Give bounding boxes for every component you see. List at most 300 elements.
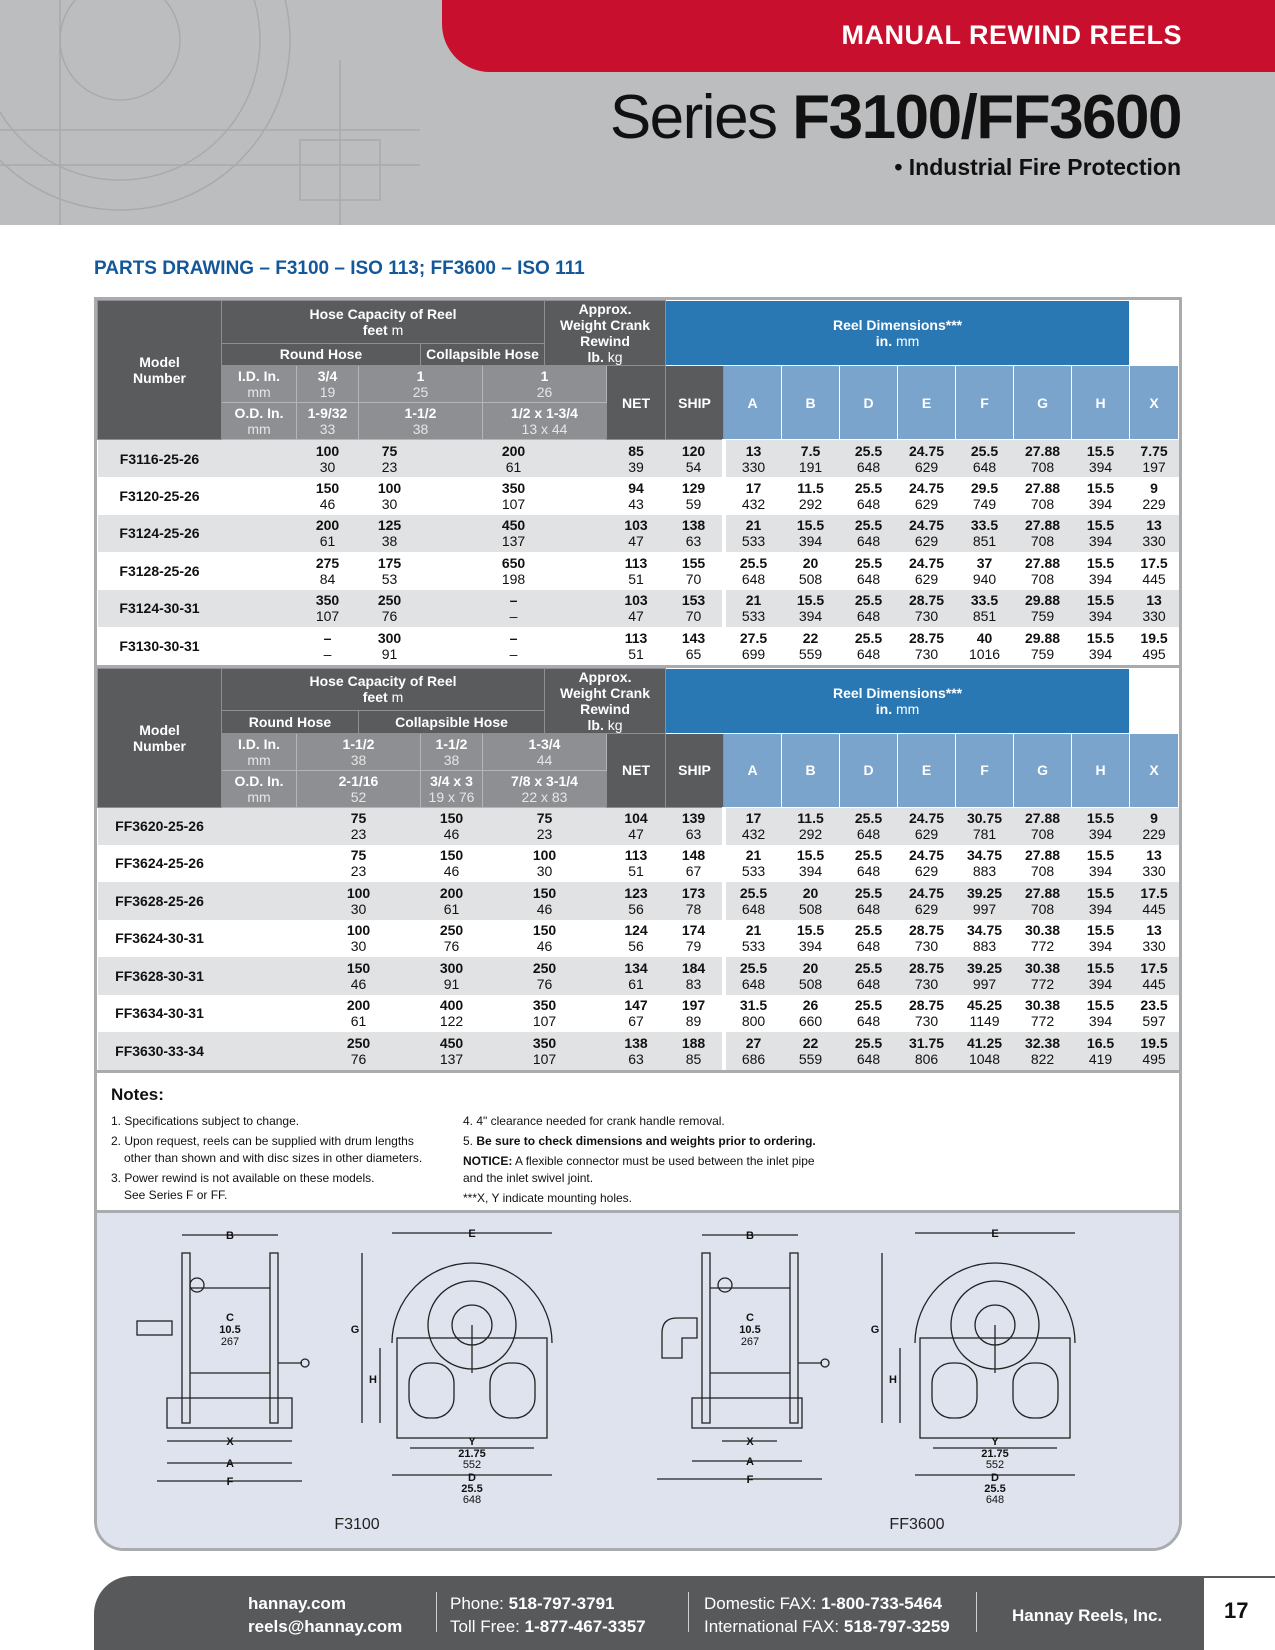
dimension-cell: 24.75 629 [898,552,956,590]
model-number: F3124-30-31 [98,590,222,628]
capacity-cell: 175 53 [359,552,421,590]
reel-drawings [97,1213,1179,1548]
capacity-cell: 150 46 [421,807,483,845]
dimension-cell: 25.5 648 [724,552,782,590]
id-header: I.D. In. mm [222,733,297,770]
page-number-box [1204,1576,1275,1650]
dimension-cell: 7.75 197 [1130,440,1179,478]
id-value: 1 26 [483,366,607,403]
table-row [98,845,1179,883]
dim-header-a: A [724,733,782,807]
table-row [98,440,1179,478]
dim-header-b: B [782,366,840,440]
footer-divider [436,1592,437,1632]
dimension-cell: 13 330 [1130,590,1179,628]
dimension-cell: 13 330 [724,440,782,478]
od-value: 1-1/2 38 [359,403,483,440]
mounting-note: ***X, Y indicate mounting holes. [463,1190,633,1205]
model-number: F3130-30-31 [98,627,222,665]
capacity-cell: 75 23 [297,807,421,845]
dimension-cell: 24.75 629 [898,440,956,478]
table-row [98,1032,1179,1070]
dim-header-x: X [1130,733,1179,807]
note-5-text: Be sure to check dimensions and weights prior to ordering. [476,1133,816,1148]
table-row [98,957,1179,995]
series-subtitle: • Industrial Fire Protection [894,154,1181,180]
dimension-cell: 15.5 394 [1072,807,1130,845]
dimension-cell: 23.5 597 [1130,995,1179,1033]
note-2: 2. Upon request, reels can be supplied with drum lengths other than shown and with disc sizes in other diameters. [111,1133,423,1165]
weight-cell: 123 56 [607,882,666,920]
dim-header-e: E [898,733,956,807]
dimension-cell: 15.5 394 [1072,627,1130,665]
dimension-cell: 15.5 394 [1072,995,1130,1033]
footer-divider [976,1592,977,1632]
weight-cell: 173 78 [666,882,724,920]
series-word: Series [609,83,777,152]
section-title: PARTS DRAWING – F3100 – ISO 113; FF3600 – ISO 111 [94,258,585,279]
f-label-f: F [226,1475,234,1488]
capacity-cell: 250 76 [483,957,607,995]
dimension-cell: 25.5 648 [956,440,1014,478]
capacity-cell: 400 122 [421,995,483,1033]
weight-cell: 188 85 [666,1032,724,1070]
notice [463,1153,823,1187]
dimension-cell: 15.5 394 [1072,440,1130,478]
website-link[interactable]: hannay.com [248,1594,346,1613]
dim-header-a: A [724,366,782,440]
dimension-cell: 32.38 822 [1014,1032,1072,1070]
dimension-cell: 27.88 708 [1014,807,1072,845]
ff3600-front-view [882,1233,1075,1475]
capacity-cell: 200 61 [421,440,607,478]
company-name: Hannay Reels, Inc. [1012,1606,1163,1625]
dimension-cell: 25.5 648 [840,515,898,553]
dimension-cell: 15.5 394 [782,920,840,958]
dimension-cell: 11.5 292 [782,807,840,845]
ff-label-h: H [889,1373,897,1386]
dimension-cell: 15.5 394 [1072,590,1130,628]
dimension-cell: 15.5 394 [782,515,840,553]
capacity-cell: 150 46 [483,882,607,920]
model-number: FF3624-30-31 [98,920,222,958]
dimension-cell: 29.88 759 [1014,627,1072,665]
dimension-cell: 9 229 [1130,477,1179,515]
dimension-cell: 45.25 1149 [956,995,1014,1033]
ff-label-c-mm: 267 [740,1335,760,1348]
weight-header: Approx. Weight Crank Rewind lb. kg [545,301,666,366]
f-label-y-mm: 552 [462,1458,482,1471]
notes-column-right [463,1113,823,1210]
ship-header: SHIP [666,733,724,807]
dimension-cell: 25.5 648 [840,807,898,845]
page-header [0,0,1275,225]
dimension-cell: 15.5 394 [782,590,840,628]
spec-tables [97,300,1179,1070]
capacity-cell: 450 137 [421,515,607,553]
capacity-cell: 650 198 [421,552,607,590]
net-header: NET [607,733,666,807]
dimension-cell: 21 533 [724,590,782,628]
ff-label-d-mm: 648 [985,1493,1005,1506]
capacity-cell: – – [297,627,359,665]
dimension-cell: 24.75 629 [898,807,956,845]
ifax-number: 518-797-3259 [843,1617,950,1636]
capacity-cell: 350 107 [483,1032,607,1070]
f-label-g: G [350,1323,360,1336]
dimension-cell: 15.5 394 [1072,845,1130,883]
collapsible-hose-header: Collapsible Hose [359,711,545,733]
capacity-cell: 100 30 [359,477,421,515]
ff-label-f: F [746,1473,754,1486]
round-hose-header: Round Hose [222,711,359,733]
ff-label-g: G [870,1323,880,1336]
spec-frame [94,297,1182,1551]
capacity-cell: 100 30 [297,440,359,478]
dimension-cell: 19.5 495 [1130,1032,1179,1070]
dimension-cell: 30.75 781 [956,807,1014,845]
dim-header-d: D [840,366,898,440]
dimension-cell: 26 660 [782,995,840,1033]
table-row [98,920,1179,958]
banner-text: MANUAL REWIND REELS [841,20,1182,50]
dimension-cell: 25.5 648 [840,995,898,1033]
ifax-label: International FAX: [704,1617,844,1636]
background-reel-art [0,0,460,225]
weight-cell: 120 54 [666,440,724,478]
weight-header: Approx. Weight Crank Rewind lb. kg [545,668,666,733]
dimension-cell: 15.5 394 [1072,552,1130,590]
dimension-cell: 30.38 772 [1014,995,1072,1033]
dimension-cell: 25.5 648 [840,920,898,958]
weight-cell: 85 39 [607,440,666,478]
reel-dimensions-header: Reel Dimensions*** in. mm [666,668,1130,733]
id-value: 1-1/2 38 [297,733,421,770]
dimension-cell: 39.25 997 [956,957,1014,995]
id-value: 1 25 [359,366,483,403]
f3100-front-view [362,1233,552,1475]
ff-label-e: E [991,1227,999,1240]
dimension-cell: 30.38 772 [1014,957,1072,995]
table-row [98,590,1179,628]
f-label-y: Y [468,1435,476,1448]
weight-cell: 103 47 [607,590,666,628]
dimension-cell: 15.5 394 [1072,882,1130,920]
weight-cell: 184 83 [666,957,724,995]
weight-cell: 129 59 [666,477,724,515]
model-number: F3120-25-26 [98,477,222,515]
dimension-cell: 27 686 [724,1032,782,1070]
dimension-cell: 37 940 [956,552,1014,590]
dimension-cell: 24.75 629 [898,477,956,515]
dim-header-b: B [782,733,840,807]
model-number: FF3624-25-26 [98,845,222,883]
ff3600-side-view [657,1235,829,1479]
dimension-cell: 15.5 394 [1072,957,1130,995]
dfax-label: Domestic FAX: [704,1594,822,1613]
dimension-cell: 19.5 495 [1130,627,1179,665]
dimension-cell: 24.75 629 [898,845,956,883]
capacity-cell: 100 30 [297,882,421,920]
series-title [610,82,1181,153]
dimension-cell: 21 533 [724,920,782,958]
weight-cell: 104 47 [607,807,666,845]
footer-divider [688,1592,689,1632]
dimension-cell: 25.5 648 [840,882,898,920]
weight-cell: 103 47 [607,515,666,553]
dimension-cell: 7.5 191 [782,440,840,478]
capacity-cell: 350 107 [421,477,607,515]
weight-cell: 124 56 [607,920,666,958]
f-label-y-in: 21.75 [458,1447,486,1460]
footer-web [248,1592,402,1638]
dfax-number: 1-800-733-5464 [821,1594,943,1613]
dimension-cell: 25.5 648 [724,957,782,995]
dimension-cell: 25.5 648 [840,477,898,515]
dimension-cell: 28.75 730 [898,957,956,995]
dimension-cell: 30.38 772 [1014,920,1072,958]
f-label-h: H [369,1373,377,1386]
capacity-cell: – – [421,590,607,628]
table-row [98,882,1179,920]
weight-cell: 113 51 [607,627,666,665]
od-value: 7/8 x 3-1/4 22 x 83 [483,770,607,807]
ff-label-d-in: 25.5 [984,1482,1006,1495]
dimension-cell: 20 508 [782,882,840,920]
dim-header-e: E [898,366,956,440]
dimension-cell: 13 330 [1130,515,1179,553]
dim-header-h: H [1072,733,1130,807]
ship-header: SHIP [666,366,724,440]
weight-cell: 113 51 [607,552,666,590]
capacity-cell: 250 76 [359,590,421,628]
ff-label-x: X [746,1435,754,1448]
capacity-cell: 450 137 [421,1032,483,1070]
f3100-side-view [137,1235,309,1481]
dimension-cell: 33.5 851 [956,515,1014,553]
weight-cell: 174 79 [666,920,724,958]
dimension-cell: 34.75 883 [956,845,1014,883]
od-value: 1/2 x 1-3/4 13 x 44 [483,403,607,440]
dimension-cell: 27.88 708 [1014,477,1072,515]
weight-cell: 113 51 [607,845,666,883]
od-value: 3/4 x 3 19 x 76 [421,770,483,807]
hose-capacity-header: Hose Capacity of Reel feet m [222,301,545,344]
ff-label-d: D [991,1471,999,1484]
od-value: 1-9/32 33 [297,403,359,440]
dimension-cell: 27.88 708 [1014,515,1072,553]
page-number: 17 [1224,1598,1249,1623]
phone-number[interactable]: 518-797-3791 [508,1594,615,1613]
f-label-d: D [468,1471,476,1484]
capacity-cell: 350 107 [483,995,607,1033]
dim-header-f: F [956,733,1014,807]
model-number: F3124-25-26 [98,515,222,553]
dimension-cell: 15.5 394 [1072,515,1130,553]
dimension-cell: 25.5 648 [840,440,898,478]
capacity-cell: 250 76 [421,920,483,958]
table-row [98,515,1179,553]
table-row [98,552,1179,590]
ff-label-c-in: 10.5 [739,1323,761,1336]
dimension-cell: 25.5 648 [724,882,782,920]
f-label-c: C [226,1311,234,1324]
model-number: FF3634-30-31 [98,995,222,1033]
dimension-cell: 22 559 [782,627,840,665]
od-header: O.D. In. mm [222,770,297,807]
model-number: FF3620-25-26 [98,807,222,845]
capacity-cell: 150 46 [297,957,421,995]
weight-cell: 138 63 [666,515,724,553]
dimension-cell: 20 508 [782,552,840,590]
weight-cell: 197 89 [666,995,724,1033]
capacity-cell: 200 61 [297,995,421,1033]
model-number: FF3630-33-34 [98,1032,222,1070]
weight-cell: 155 70 [666,552,724,590]
id-value: 1-1/2 38 [421,733,483,770]
table-row [98,995,1179,1033]
footer-company [1012,1604,1162,1627]
note-1: 1. Specifications subject to change. [111,1113,300,1128]
dimension-cell: 25.5 648 [840,590,898,628]
round-hose-header: Round Hose [222,343,421,365]
id-value: 3/4 19 [297,366,359,403]
dimension-cell: 40 1016 [956,627,1014,665]
f3100-caption: F3100 [334,1515,380,1533]
email-link[interactable]: reels@hannay.com [248,1617,403,1636]
f-label-b: B [226,1229,234,1242]
table1-spec-table [97,300,1179,665]
dimension-cell: 17 432 [724,807,782,845]
dimension-cell: 25.5 648 [840,552,898,590]
capacity-cell: 300 91 [421,957,483,995]
note-4: 4. 4" clearance needed for crank handle removal. [463,1113,725,1128]
note-3 [111,1170,431,1204]
dimension-cell: 27.88 708 [1014,882,1072,920]
model-number: FF3628-30-31 [98,957,222,995]
note-3-line1: 3. Power rewind is not available on these models. [111,1170,375,1185]
capacity-cell: 100 30 [483,845,607,883]
note-3-line2: See Series F or FF. [124,1187,228,1202]
dimension-cell: 34.75 883 [956,920,1014,958]
capacity-cell: 350 107 [297,590,359,628]
dimension-cell: 17.5 445 [1130,957,1179,995]
model-number-header: Model Number [98,668,222,807]
ff-label-c: C [746,1311,754,1324]
tollfree-number[interactable]: 1-877-467-3357 [524,1617,646,1636]
capacity-cell: 200 61 [297,515,359,553]
dimension-cell: 27.88 708 [1014,845,1072,883]
weight-cell: 148 67 [666,845,724,883]
capacity-cell: 200 61 [421,882,483,920]
dimension-cell: 27.88 708 [1014,440,1072,478]
dim-header-x: X [1130,366,1179,440]
dimension-cell: 15.5 394 [1072,477,1130,515]
dimension-cell: 21 533 [724,515,782,553]
capacity-cell: – – [421,627,607,665]
notes-column-left [111,1113,431,1207]
dimension-cell: 17 432 [724,477,782,515]
dimension-cell: 21 533 [724,845,782,883]
table-row [98,477,1179,515]
dimension-cell: 29.88 759 [1014,590,1072,628]
weight-cell: 134 61 [607,957,666,995]
weight-cell: 153 70 [666,590,724,628]
model-number: F3116-25-26 [98,440,222,478]
capacity-cell: 275 84 [297,552,359,590]
dim-header-g: G [1014,366,1072,440]
capacity-cell: 150 46 [483,920,607,958]
id-header: I.D. In. mm [222,366,297,403]
series-number: F3100/FF3600 [792,83,1181,152]
f-label-c-in: 10.5 [219,1323,241,1336]
capacity-cell: 125 38 [359,515,421,553]
capacity-cell: 300 91 [359,627,421,665]
dimension-cell: 22 559 [782,1032,840,1070]
collapsible-hose-header: Collapsible Hose [421,343,545,365]
ff-label-y-in: 21.75 [981,1447,1009,1460]
dimension-cell: 13 330 [1130,845,1179,883]
f-label-a: A [226,1457,234,1470]
dim-header-f: F [956,366,1014,440]
model-number: FF3628-25-26 [98,882,222,920]
capacity-cell: 100 30 [297,920,421,958]
note-5 [463,1133,823,1150]
dimension-cell: 29.5 749 [956,477,1014,515]
dimension-cell: 28.75 730 [898,627,956,665]
parts-drawing [97,1213,1179,1548]
ff-label-b: B [746,1229,754,1242]
net-header: NET [607,366,666,440]
notes-title: Notes: [111,1084,164,1104]
dimension-cell: 24.75 629 [898,515,956,553]
notice-label: NOTICE: [463,1153,513,1168]
notes-panel [97,1070,1179,1213]
ff-label-a: A [746,1455,754,1468]
dimension-cell: 20 508 [782,957,840,995]
dimension-cell: 25.5 648 [840,957,898,995]
dimension-cell: 28.75 730 [898,995,956,1033]
weight-cell: 138 63 [607,1032,666,1070]
page-footer [94,1576,1204,1650]
notice-text: A flexible connector must be used between the inlet pipe and the inlet swivel joint. [463,1153,815,1185]
dimension-cell: 25.5 648 [840,627,898,665]
model-number-header: Model Number [98,301,222,440]
dim-header-h: H [1072,366,1130,440]
f-label-e: E [468,1227,476,1240]
f-label-d-mm: 648 [462,1493,482,1506]
dimension-cell: 24.75 629 [898,882,956,920]
f-label-d-in: 25.5 [461,1482,483,1495]
dimension-cell: 33.5 851 [956,590,1014,628]
dimension-cell: 15.5 394 [782,845,840,883]
dimension-cell: 17.5 445 [1130,882,1179,920]
weight-cell: 143 65 [666,627,724,665]
f-label-c-mm: 267 [220,1335,240,1348]
weight-cell: 147 67 [607,995,666,1033]
capacity-cell: 75 23 [297,845,421,883]
dimension-cell: 28.75 730 [898,920,956,958]
capacity-cell: 250 76 [297,1032,421,1070]
phone-label: Phone: [450,1594,509,1613]
hose-capacity-header: Hose Capacity of Reel feet m [222,668,545,711]
ff-label-y: Y [991,1435,999,1448]
ff-label-y-mm: 552 [985,1458,1005,1471]
dim-header-d: D [840,733,898,807]
capacity-cell: 75 23 [483,807,607,845]
weight-cell: 139 63 [666,807,724,845]
footer-phones [450,1592,646,1638]
